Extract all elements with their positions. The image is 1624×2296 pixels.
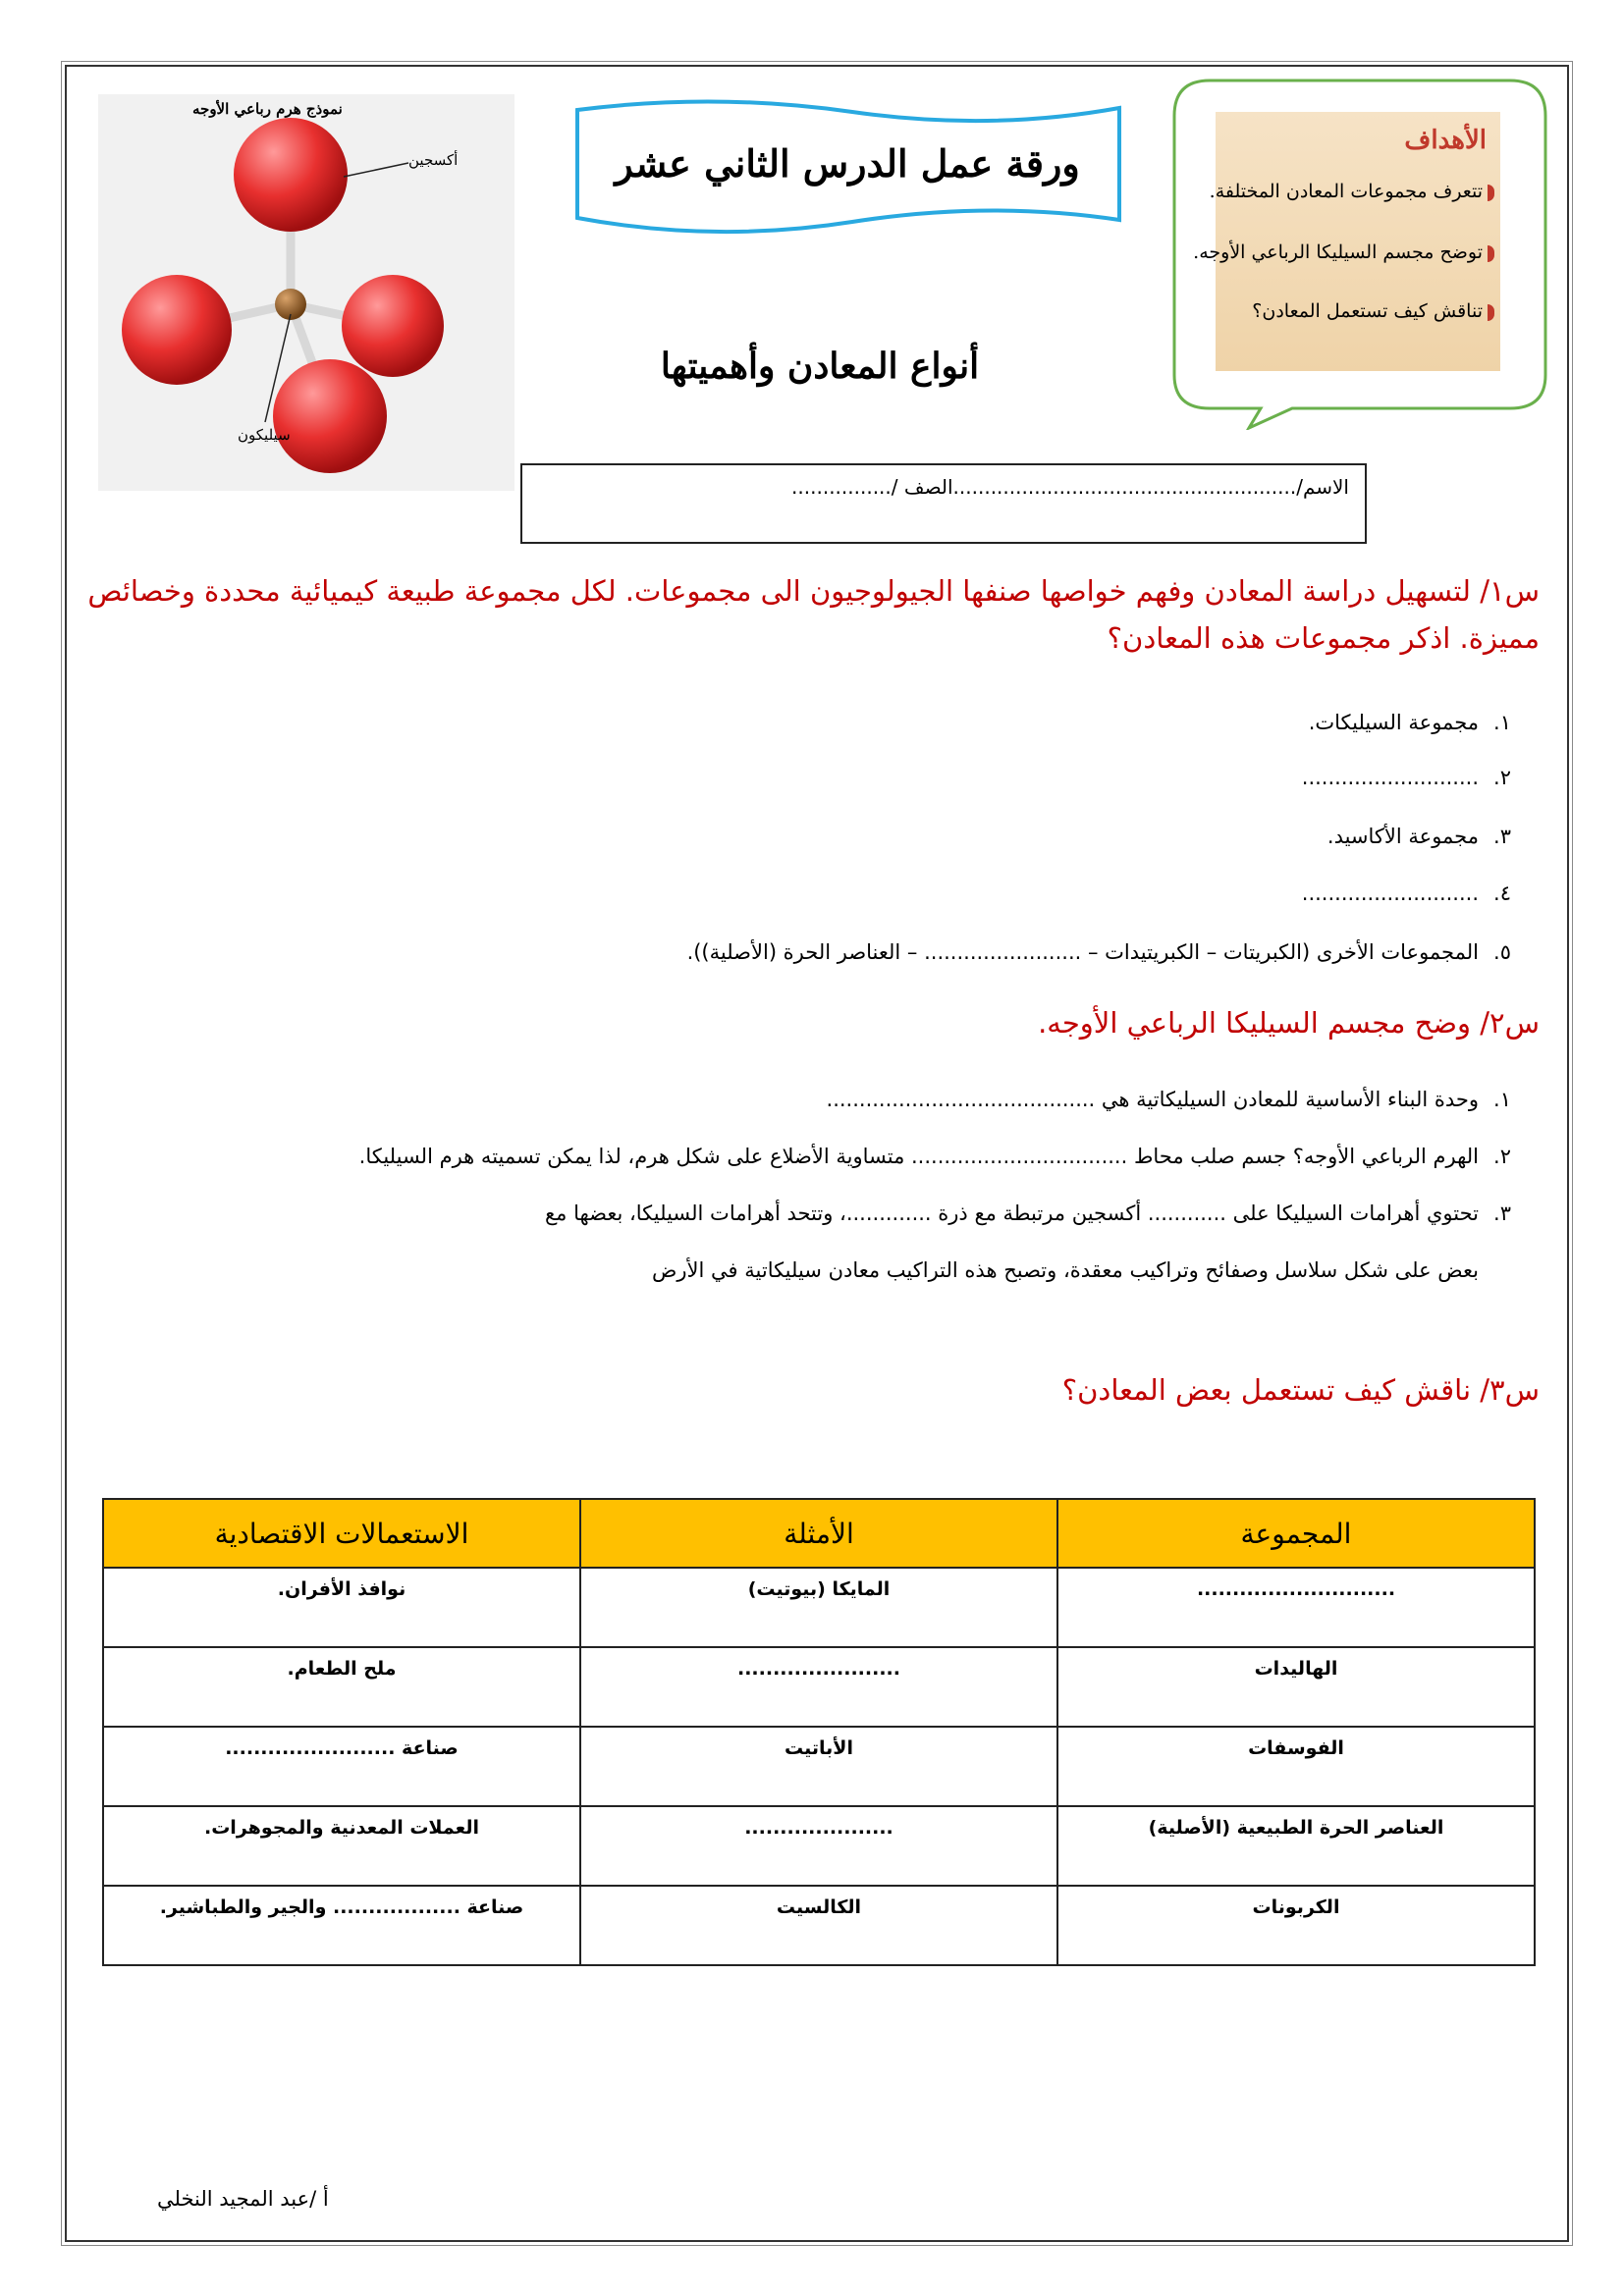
item-number: ٣. [1493, 1201, 1511, 1225]
item-number: ١. [1493, 711, 1511, 734]
table-cell[interactable]: صناعة .................. والجير والطباشير. [103, 1886, 580, 1965]
objective-item: تتعرف مجموعات المعادن المختلفة. [1218, 181, 1494, 202]
item-number: ١. [1493, 1088, 1511, 1111]
item-text[interactable]: المجموعات الأخرى (الكبريتات – الكبريتيدات – ........................ – العناصر الحرة (الأصلية)). [686, 940, 1479, 964]
table-cell: العناصر الحرة الطبيعية (الأصلية) [1057, 1806, 1535, 1886]
q2-item [652, 1258, 1526, 1282]
table-cell[interactable]: ..................... [580, 1806, 1057, 1886]
table-cell: نوافذ الأفران. [103, 1568, 580, 1647]
minerals-uses-table [102, 1498, 1536, 1966]
diagram-title: نموذج هرم رباعي الأوجه [192, 100, 343, 118]
item-text: بعض على شكل سلاسل وصفائح وتراكيب معقدة، وتصبح هذه التراكيب معادن سيليكاتية في الأرض [652, 1258, 1479, 1282]
q1-item[interactable] [687, 940, 1526, 964]
header-group: المجموعة [1057, 1499, 1535, 1568]
objectives-bubble [1170, 77, 1549, 430]
item-text[interactable]: الهرم الرباعي الأوجه؟ جسم صلب محاط ................................. متساوية الأضلاع على شكل هرم، لذا يمكن تسميته هرم السيليكا. [358, 1145, 1479, 1168]
item-text: مجموعة السيليكات. [1308, 711, 1479, 734]
item-number: ٤. [1493, 881, 1511, 905]
table-row [103, 1806, 1535, 1886]
item-number: ٢. [1493, 766, 1511, 789]
tetrahedron-diagram [98, 94, 514, 491]
objectives-panel [1193, 112, 1500, 371]
worksheet-title: ورقة عمل الدرس الثاني عشر [615, 141, 1080, 186]
question-3: س٣/ ناقش كيف تستعمل بعض المعادن؟ [1061, 1373, 1540, 1407]
table-cell: الكربونات [1057, 1886, 1535, 1965]
lesson-title: أنواع المعادن وأهميتها [660, 346, 980, 387]
q1-item[interactable] [1302, 766, 1526, 789]
objective-item: تناقش كيف تستعمل المعادن؟ [1218, 300, 1494, 322]
header-uses: الاستعمالات الاقتصادية [103, 1499, 580, 1568]
q2-item[interactable] [359, 1145, 1526, 1168]
item-text[interactable]: تحتوي أهرامات السيليكا على ............ أكسجين مرتبطة مع ذرة .............، وتتحد أهرامات السيليكا، بعضها مع [544, 1201, 1479, 1225]
q1-item[interactable] [1302, 881, 1526, 905]
table-cell: المايكا (بيوتيت) [580, 1568, 1057, 1647]
item-number: ٣. [1493, 825, 1511, 848]
title-banner [568, 98, 1127, 236]
q1-item [1327, 825, 1526, 848]
objectives-heading: الأهداف [1404, 126, 1487, 155]
question-1: س١/ لتسهيل دراسة المعادن وفهم خواصها صنفها الجيولوجيون الى مجموعات. لكل مجموعة طبيعة كيميائية محددة وخصائص مميزة. اذكر مجموعات هذه المعادن؟ [87, 574, 1540, 655]
author-signature: أ /عبد المجيد النخلي [157, 2187, 329, 2211]
header-examples: الأمثلة [580, 1499, 1057, 1568]
table-cell[interactable]: ....................... [580, 1647, 1057, 1727]
item-blank[interactable]: ........................... [1301, 881, 1479, 905]
table-cell[interactable]: صناعة ........................ [103, 1727, 580, 1806]
item-blank[interactable]: ........................... [1301, 766, 1479, 789]
table-cell: الكالسيت [580, 1886, 1057, 1965]
item-text[interactable]: وحدة البناء الأساسية للمعادن السيليكاتية هي ......................................... [826, 1088, 1479, 1111]
objective-item: توضح مجسم السيليكا الرباعي الأوجه. [1218, 241, 1494, 263]
table-row [103, 1886, 1535, 1965]
table-cell: ملح الطعام. [103, 1647, 580, 1727]
q1-item [1309, 711, 1526, 734]
item-number: ٥. [1493, 940, 1511, 964]
item-number: ٢. [1493, 1145, 1511, 1168]
table-cell: الأباتيت [580, 1727, 1057, 1806]
table-cell: العملات المعدنية والمجوهرات. [103, 1806, 580, 1886]
q2-item[interactable] [545, 1201, 1526, 1225]
table-cell: الهاليدات [1057, 1647, 1535, 1727]
item-text: مجموعة الأكاسيد. [1326, 825, 1479, 848]
table-cell: الفوسفات [1057, 1727, 1535, 1806]
table-header-row [103, 1499, 1535, 1568]
table-row [103, 1727, 1535, 1806]
table-row [103, 1568, 1535, 1647]
oxygen-label: أكسجين [408, 151, 459, 169]
student-info-box[interactable] [520, 463, 1367, 544]
name-class-field[interactable]: الاسم/.......................................................الصف /................ [791, 475, 1349, 499]
table-row [103, 1647, 1535, 1727]
question-2: س٢/ وضح مجسم السيليكا الرباعي الأوجه. [1038, 1006, 1540, 1040]
table-cell[interactable]: ............................ [1057, 1568, 1535, 1647]
silicon-label: سيليكون [238, 426, 291, 444]
q2-item[interactable] [827, 1088, 1526, 1111]
